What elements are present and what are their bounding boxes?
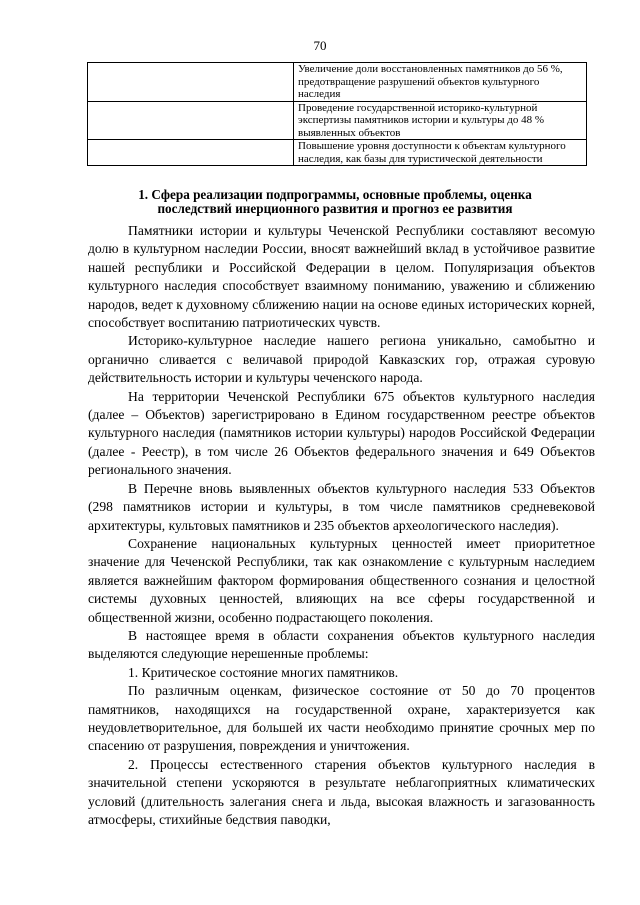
table-row [88,101,587,140]
paragraph: Сохранение национальных культурных ценностей имеет приоритетное значение для Чеченской Республики, так как ознакомление с культурным наследием является важнейшим фактором формирования общественного сознания и целостной системы духовных ценностей, влияющих на все сферы государственной и общественной жизни, особенно подрастающего поколения. [88,535,595,625]
table-row [88,140,587,166]
paragraph: Памятники истории и культуры Чеченской Республики составляют весомую долю в культурном наследии России, вносят важнейший вклад в устойчивое развитие нашей республики и Российской Федерации в целом. Популяризация объектов культурного наследия способствует взаимному пониманию, уважению и сближению народов, ведет к духовному сближению нации на основе единых исторических корней, способствует воспитанию патриотических чувств. [88,223,595,331]
section-heading [70,188,600,216]
table-cell [88,101,294,140]
table-cell [88,140,294,166]
table-row [88,63,587,102]
paragraph: На территории Чеченской Республики 675 объектов культурного наследия (далее – Объектов) зарегистрировано в Едином государственном реестре объектов культурного наследия (памятников истории культуры) народов Российской Федерации (далее - Реестр), в том числе 26 Объектов федерального значения и 649 Объектов регионального значения. [88,388,595,478]
body-text [88,222,595,829]
list-item: 1. Критическое состояние многих памятников. [128,664,399,680]
paragraph: В Перечне вновь выявленных объектов культурного наследия 533 Объектов (298 памятников истории и культуры, в том числе памятников средневековой архитектуры, культовых памятников и 235 объектов археологического наследия). [88,480,595,533]
page-number: 70 [313,38,327,53]
table-cell [88,63,294,102]
goals-table [87,62,587,166]
paragraph: В настоящее время в области сохранения объектов культурного наследия выделяются следующие нерешенные проблемы: [88,627,595,662]
section-heading-line: последствий инерционного развития и прогноз ее развития [157,201,513,216]
table-cell: Повышение уровня доступности к объектам культурного наследия, как базы для туристической деятельности [294,140,587,166]
paragraph: По различным оценкам, физическое состояние от 50 до 70 процентов памятников, находящихся на государственной охране, характеризуется как неудовлетворительное, для большей их части необходимо принятие срочных мер по спасению от разрушения, повреждения и уничтожения. [88,683,595,754]
paragraph: Историко-культурное наследие нашего региона уникально, самобытно и органично сливается с величавой природой Кавказских гор, отражая суровую действительность истории и культуры чеченского народа. [88,333,595,386]
table-cell: Увеличение доли восстановленных памятников до 56 %, предотвращение разрушений объектов культурного наследия [294,63,587,102]
section-heading-line: 1. Сфера реализации подпрограммы, основные проблемы, оценка [138,187,532,202]
list-item: 2. Процессы естественного старения объектов культурного наследия в значительной степени ускоряются в результате неблагоприятных климатических условий (длительность залегания снега и льда, высокая влажность и загазованность атмосферы, стихийные бедствия паводки, [88,756,595,827]
table-cell: Проведение государственной историко-культурной экспертизы памятников истории и культуры до 48 % выявленных объектов [294,101,587,140]
